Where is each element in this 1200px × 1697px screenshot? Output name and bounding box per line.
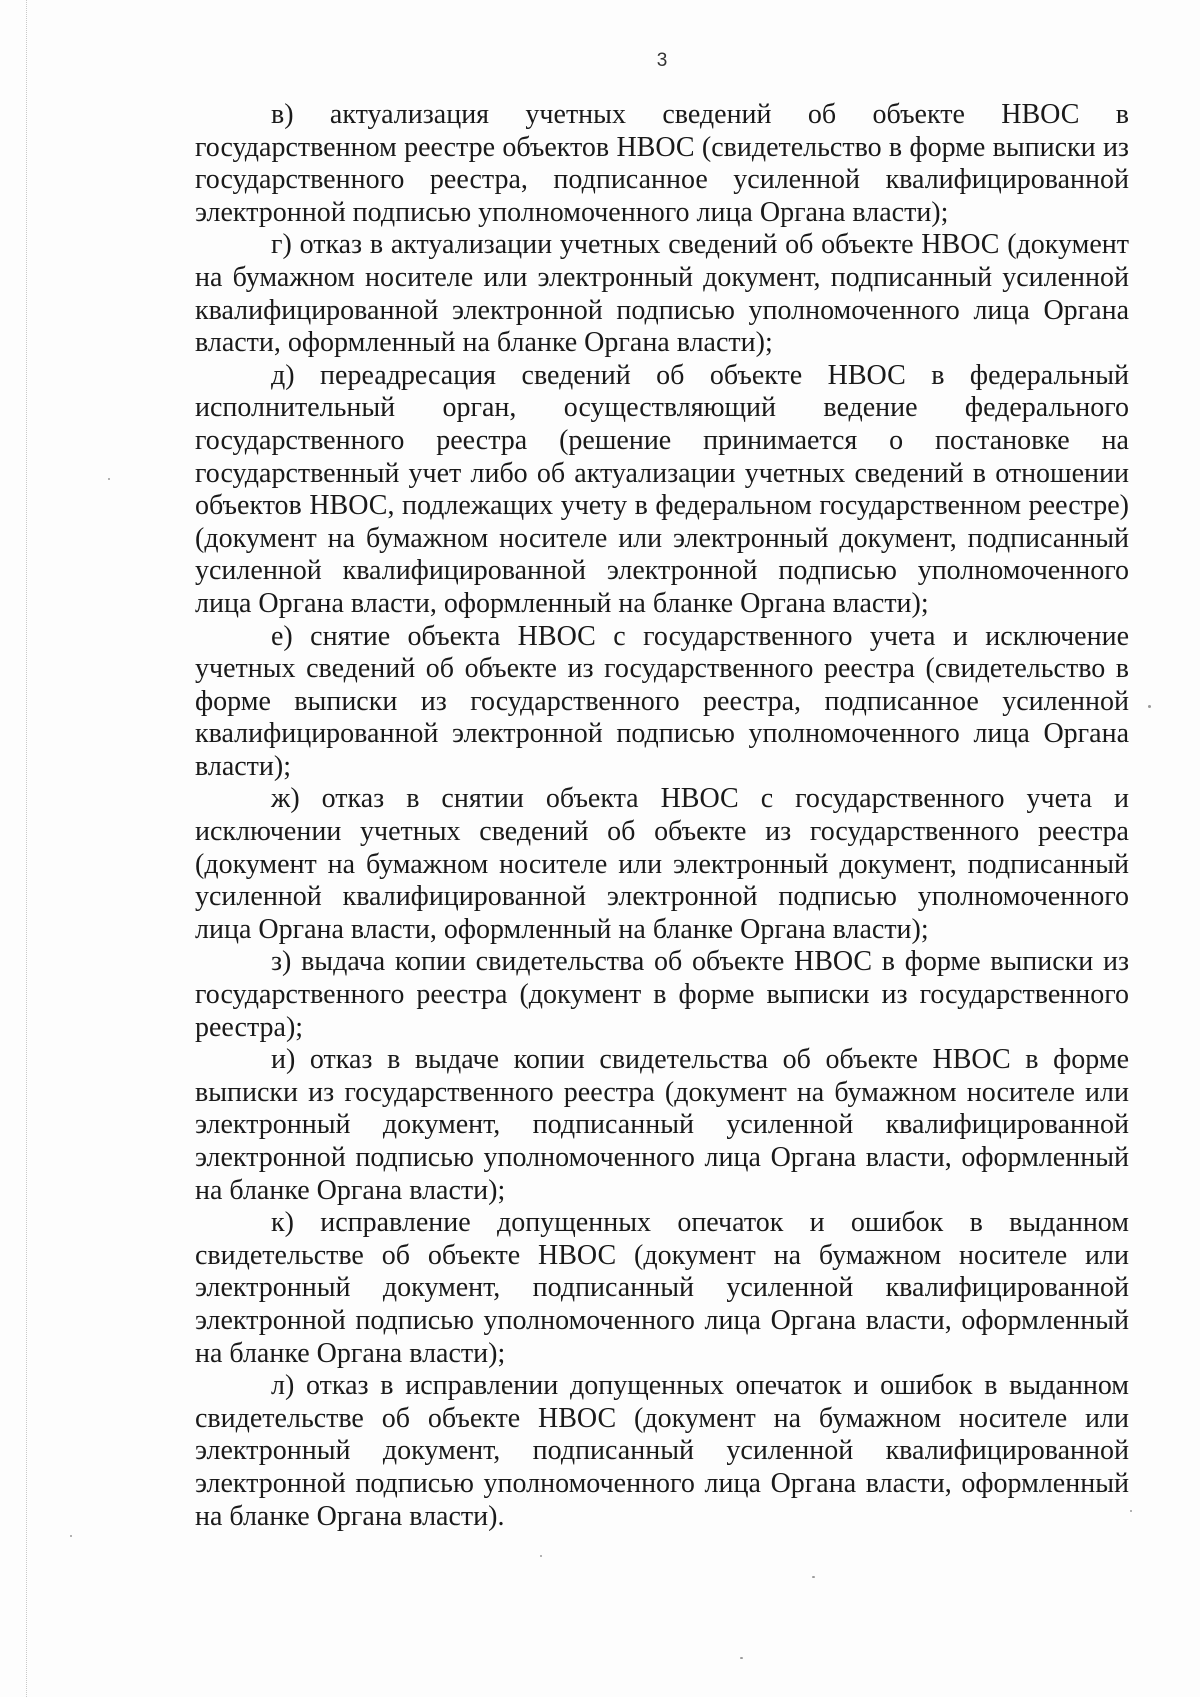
scan-speck	[1148, 705, 1151, 708]
list-item-v: в) актуализация учетных сведений об объекте НВОС в государственном реестре объектов НВОС (свидетельство в форме выписки из государственного реестра, подписанное усиленной квалифицированной электронной подписью уполномоченного лица Органа власти);	[195, 99, 1129, 228]
scan-speck	[70, 1535, 72, 1537]
list-item-zh: ж) отказ в снятии объекта НВОС с государственного учета и исключении учетных сведений об объекте из государственного реестра (документ на бумажном носителе или электронный документ, подписанный усиленной квалифицированной электронной подписью уполномоченного лица Органа власти, оформленный на бланке Органа власти);	[195, 783, 1129, 945]
page-number: 3	[656, 50, 668, 71]
list-item-g: г) отказ в актуализации учетных сведений об объекте НВОС (документ на бумажном носителе или электронный документ, подписанный усиленной квалифицированной электронной подписью уполномоченного лица Органа власти, оформленный на бланке Органа власти);	[195, 229, 1129, 359]
scan-speck	[540, 1555, 542, 1557]
list-item-i: и) отказ в выдаче копии свидетельства об объекте НВОС в форме выписки из государственного реестра (документ на бумажном носителе или электронный документ, подписанный усиленной квалифицированной электронной подписью уполномоченного лица Органа власти, оформленный на бланке Органа власти);	[195, 1044, 1129, 1206]
scan-speck	[1130, 1510, 1132, 1512]
document-body	[195, 99, 1129, 1533]
scan-speck	[740, 1657, 743, 1659]
list-item-k: к) исправление допущенных опечаток и ошибок в выданном свидетельстве об объекте НВОС (документ на бумажном носителе или электронный документ, подписанный усиленной квалифицированной электронной подписью уполномоченного лица Органа власти, оформленный на бланке Органа власти);	[195, 1207, 1129, 1369]
list-item-l: л) отказ в исправлении допущенных опечаток и ошибок в выданном свидетельстве об объекте НВОС (документ на бумажном носителе или электронный документ, подписанный усиленной квалифицированной электронной подписью уполномоченного лица Органа власти, оформленный на бланке Органа власти).	[195, 1370, 1129, 1532]
list-item-d: д) переадресация сведений об объекте НВОС в федеральный исполнительный орган, осуществляющий ведение федерального государственного реестра (решение принимается о постановке на государственный учет либо об актуализации учетных сведений в отношении объектов НВОС, подлежащих учету в федеральном государственном реестре) (документ на бумажном носителе или электронный документ, подписанный усиленной квалифицированной электронной подписью уполномоченного лица Органа власти, оформленный на бланке Органа власти);	[195, 359, 1129, 619]
list-item-z: з) выдача копии свидетельства об объекте НВОС в форме выписки из государственного реестра (документ в форме выписки из государственного реестра);	[195, 946, 1129, 1043]
list-item-e: е) снятие объекта НВОС с государственного учета и исключение учетных сведений об объекте из государственного реестра (свидетельство в форме выписки из государственного реестра, подписанное усиленной квалифицированной электронной подписью уполномоченного лица Органа власти);	[195, 620, 1129, 782]
scan-edge-line	[26, 0, 27, 1697]
scan-speck	[108, 478, 110, 480]
scan-speck	[812, 1576, 815, 1578]
